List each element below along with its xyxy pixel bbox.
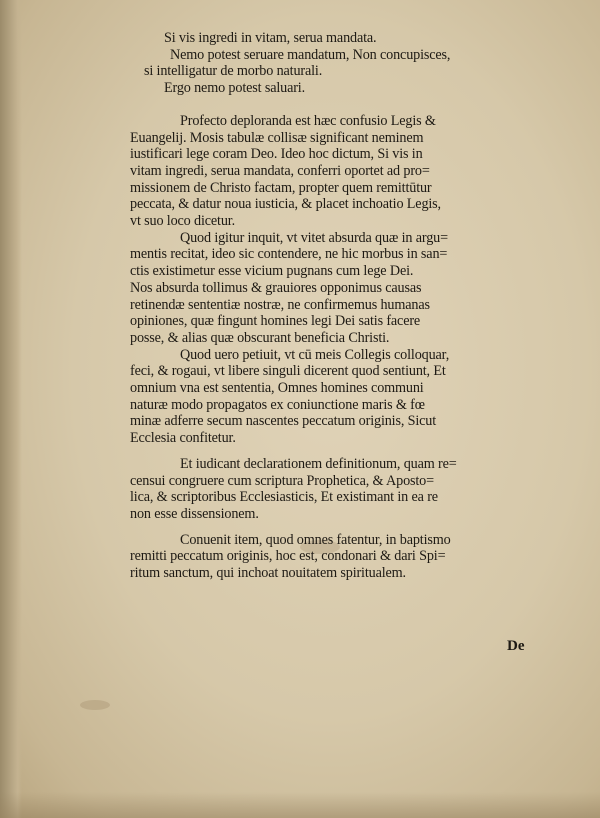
- text-line: retinendæ sententiæ nostræ, ne confirmemus humanas: [130, 296, 430, 313]
- text-line: omnium vna est sententia, Omnes homines communi: [130, 380, 424, 397]
- text-line: Conuenit item, quod omnes fatentur, in baptismo: [180, 531, 451, 548]
- text-line: Nos absurda tollimus & grauiores opponimus causas: [130, 279, 422, 296]
- text-line: minæ adferre secum nascentes peccatum originis, Sicut: [130, 413, 437, 430]
- text-line: Ergo nemo potest saluari.: [164, 80, 305, 97]
- paragraph: [130, 532, 540, 582]
- paragraph-gap: [130, 447, 540, 456]
- page-bottom-shadow: [0, 792, 600, 818]
- text-line: Quod uero petiuit, vt cū meis Collegis colloquar,: [180, 346, 450, 363]
- text-line: Profecto deploranda est hæc confusio Legis &: [180, 112, 436, 129]
- paragraph-gap: [130, 523, 540, 532]
- text-line: Et iudicant declarationem definitionum, quam re=: [180, 455, 457, 472]
- text-line: Euangelij. Mosis tabulæ collisæ significant neminem: [130, 129, 424, 146]
- paragraph: [130, 113, 540, 230]
- text-line: vt suo loco dicetur.: [130, 213, 235, 230]
- text-body: [130, 30, 540, 582]
- text-line: Nemo potest seruare mandatum, Non concupisces,: [170, 46, 451, 63]
- text-line: ctis existimetur esse vicium pugnans cum lege Dei.: [130, 263, 414, 280]
- text-line: vitam ingredi, serua mandata, conferri oportet ad pro=: [130, 162, 430, 179]
- text-line: non esse dissensionem.: [130, 505, 259, 522]
- text-line: iustificari lege coram Deo. Ideo hoc dictum, Si vis in: [130, 146, 423, 163]
- text-line: feci, & rogaui, vt libere singuli dicerent quod sentiunt, Et: [130, 363, 446, 380]
- text-line: Si vis ingredi in vitam, serua mandata.: [164, 30, 377, 46]
- paragraph: [130, 456, 540, 523]
- text-line: si intelligatur de morbo naturali.: [144, 63, 323, 80]
- paper-stain: [80, 700, 110, 710]
- text-line: posse, & alias quæ obscurant beneficia Christi.: [130, 329, 390, 346]
- text-line: missionem de Christo factam, propter quem remittūtur: [130, 179, 432, 196]
- text-line: remitti peccatum originis, hoc est, condonari & dari Spi=: [130, 548, 446, 565]
- text-line: mentis recitat, ideo sic contendere, ne hic morbus in san=: [130, 246, 448, 263]
- text-line: opiniones, quæ fingunt homines legi Dei satis facere: [130, 313, 421, 330]
- text-line: Ecclesia confitetur.: [130, 430, 236, 447]
- text-line: peccata, & datur noua iusticia, & placet inchoatio Legis,: [130, 196, 441, 213]
- text-line: Quod igitur inquit, vt vitet absurda quæ in argu=: [180, 229, 448, 246]
- page-gutter-shadow: [0, 0, 22, 818]
- text-line: naturæ modo propagatos ex coniunctione maris & fœ: [130, 396, 425, 413]
- text-line: ritum sanctum, qui inchoat nouitatem spiritualem.: [130, 565, 406, 582]
- paragraph: [130, 230, 540, 347]
- catchword: De: [507, 638, 525, 654]
- paragraph: [130, 347, 540, 447]
- text-line: lica, & scriptoribus Ecclesiasticis, Et existimant in ea re: [130, 489, 438, 506]
- paragraph-gap: [130, 97, 540, 113]
- text-line: censui congruere cum scriptura Prophetica, & Aposto=: [130, 472, 434, 489]
